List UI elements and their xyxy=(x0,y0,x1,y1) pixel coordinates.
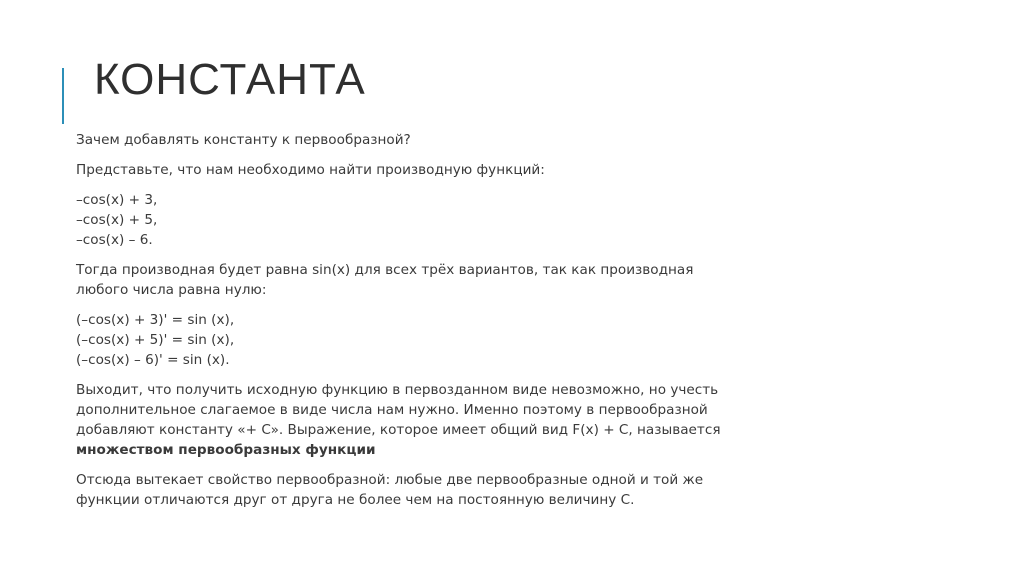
property-paragraph xyxy=(76,470,926,510)
slide-content xyxy=(76,130,926,510)
derivatives-list xyxy=(76,310,926,370)
functions-list xyxy=(76,190,926,250)
intro-text: Представьте, что нам необходимо найти производную функций: xyxy=(76,162,545,178)
function-item: –cos(x) – 6. xyxy=(76,232,153,248)
property-line: функции отличаются друг от друга не более чем на постоянную величину C. xyxy=(76,492,635,508)
function-item: –cos(x) + 3, xyxy=(76,192,158,208)
derivative-explanation-paragraph xyxy=(76,260,926,300)
conclusion-line: дополнительное слагаемое в виде числа нам нужно. Именно поэтому в первообразной xyxy=(76,402,708,418)
conclusion-bold-term: множеством первообразных функции xyxy=(76,442,376,458)
derivative-item: (–cos(x) – 6)' = sin (x). xyxy=(76,352,230,368)
title-accent-bar xyxy=(62,68,64,124)
derivative-item: (–cos(x) + 3)' = sin (x), xyxy=(76,312,235,328)
derivative-item: (–cos(x) + 5)' = sin (x), xyxy=(76,332,235,348)
explanation-line: Тогда производная будет равна sin(x) для всех трёх вариантов, так как производная xyxy=(76,262,694,278)
conclusion-line: Выходит, что получить исходную функцию в первозданном виде невозможно, но учесть xyxy=(76,382,719,398)
function-item: –cos(x) + 5, xyxy=(76,212,158,228)
question-text: Зачем добавлять константу к первообразной? xyxy=(76,132,411,148)
property-line: Отсюда вытекает свойство первообразной: любые две первообразные одной и той же xyxy=(76,472,704,488)
question-paragraph xyxy=(76,130,926,150)
intro-paragraph xyxy=(76,160,926,180)
conclusion-paragraph xyxy=(76,380,926,460)
explanation-line: любого числа равна нулю: xyxy=(76,282,267,298)
conclusion-line: добавляют константу «+ C». Выражение, которое имеет общий вид F(x) + C, называется xyxy=(76,422,721,438)
slide-title: КОНСТАНТА xyxy=(94,55,366,104)
